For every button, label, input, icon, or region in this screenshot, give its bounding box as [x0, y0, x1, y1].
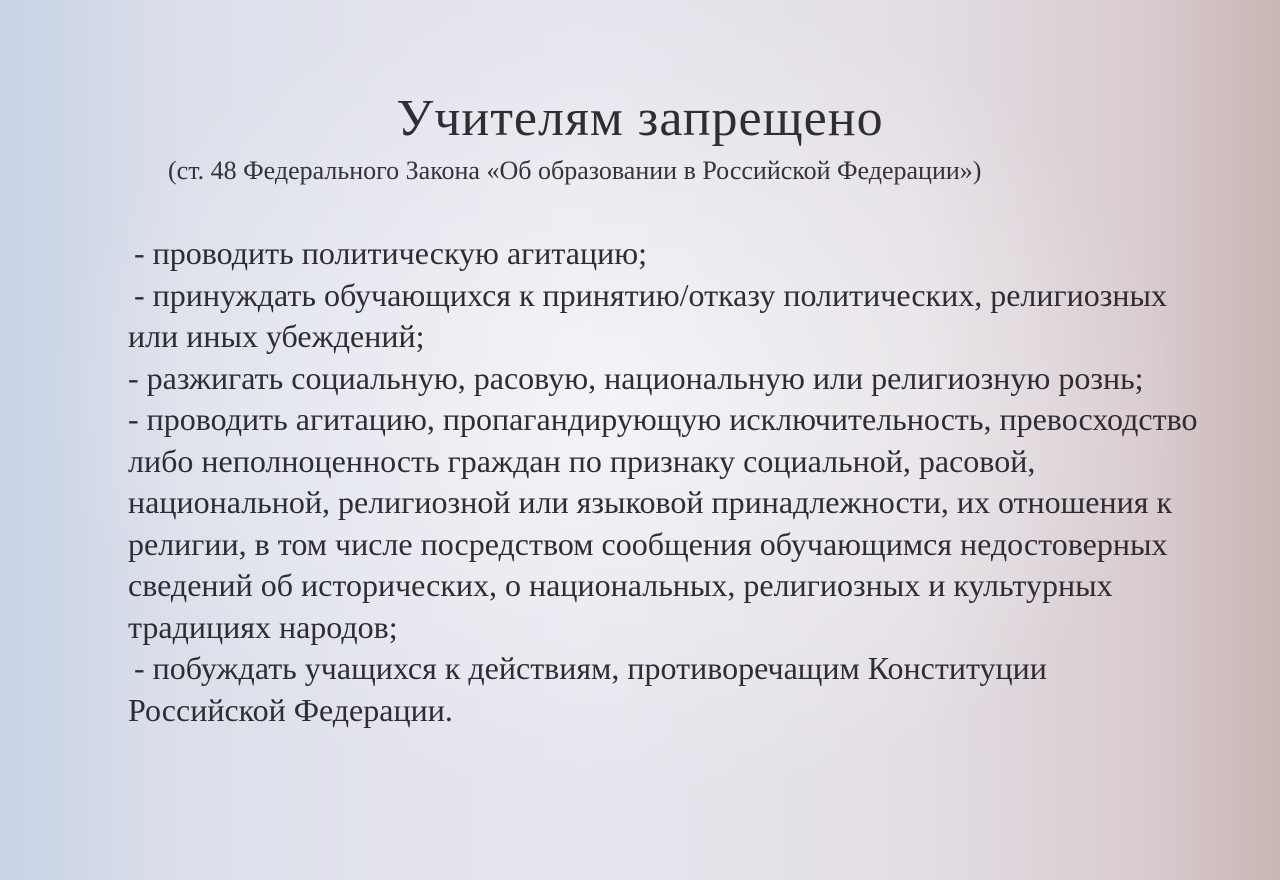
list-item-text: - проводить политическую агитацию;: [134, 235, 648, 271]
law-reference: (ст. 48 Федерального Закона «Об образовании в Российской Федерации»): [168, 156, 982, 185]
list-item-text: - принуждать обучающихся к принятию/отказу политических, религиозных или иных убеждений;: [128, 276, 1168, 354]
list-item: [128, 399, 1208, 648]
list-item: [128, 648, 1208, 731]
list-item: [128, 358, 1208, 400]
list-item-text: - разжигать социальную, расовую, национальную или религиозную рознь;: [128, 359, 1144, 396]
prohibitions-list: [128, 233, 1208, 731]
list-item: [128, 275, 1208, 358]
list-item: [128, 233, 1208, 275]
notice-title: Учителям запрещено: [396, 90, 884, 147]
list-item-text: - побуждать учащихся к действиям, противоречащим Конституции Российской Федерации.: [128, 650, 1047, 728]
list-item-text: - проводить агитацию, пропагандирующую исключительность, превосходство либо неполноценность граждан по признаку социальной, расовой, национальной, религиозной или языковой принадлежности, их отношения к религии, в том числе посредством сообщения обучающимся недостоверных сведений об исторических, о национальных, религиозных и культурных традициях народов;: [128, 401, 1198, 645]
